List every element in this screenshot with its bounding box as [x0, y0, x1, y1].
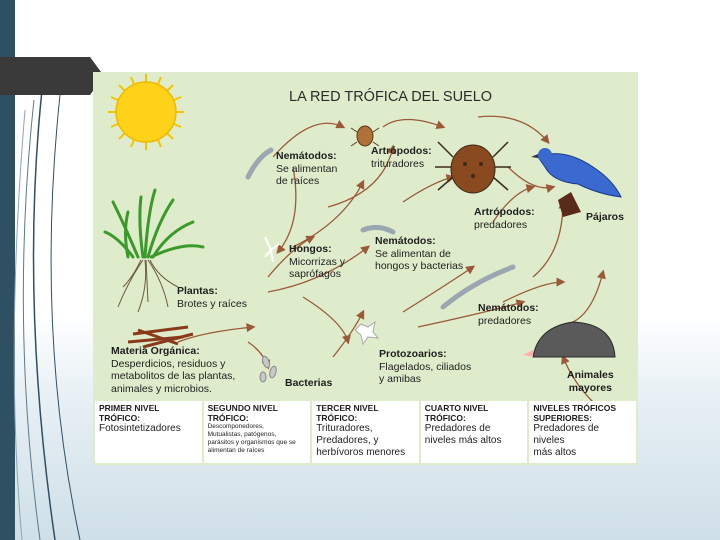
trophic-level-1 — [95, 401, 202, 463]
mole-icon — [523, 322, 615, 357]
arthropod-predator-icon — [435, 142, 511, 193]
label-protozoa — [379, 348, 471, 386]
fungus-icon — [265, 237, 279, 262]
label-organic-matter — [111, 345, 235, 395]
bacteria-icon — [260, 355, 277, 382]
label-title: Animales mayores — [567, 369, 614, 394]
label-nematodes-fungal-bacterial-feeders — [375, 235, 463, 273]
label-text: predadores — [474, 218, 528, 231]
trophic-level-4 — [421, 401, 528, 463]
trophic-level-description: Descomponedores, Mutualistas, patógenos, parásitos y organismos que se alimentan de raíces — [207, 423, 296, 454]
label-title: Plantas: — [177, 285, 218, 297]
label-title: Artrópodos: — [371, 145, 432, 157]
arthropod-shredder-icon — [351, 126, 379, 146]
label-birds — [586, 211, 624, 224]
trophic-level-description: Predadores de niveles más altos — [533, 423, 599, 458]
trophic-level-description: Predadores de niveles más altos — [424, 423, 502, 446]
trophic-level-heading: SEGUNDO NIVEL TRÓFICO: — [207, 403, 278, 423]
trophic-levels-table — [95, 401, 636, 463]
nematode-icon — [248, 150, 271, 177]
label-text: predadores — [478, 314, 532, 327]
label-arthropods-predators — [474, 206, 535, 231]
trophic-level-heading: TERCER NIVEL TRÓFICO: — [316, 403, 379, 423]
label-text: Se alimentan de raíces — [276, 162, 338, 187]
label-nematodes-predators — [478, 302, 539, 327]
bird-icon — [531, 148, 621, 217]
soil-food-web-figure — [93, 72, 638, 465]
trophic-level-heading: NIVELES TRÓFICOS SUPERIORES: — [533, 403, 617, 423]
label-bacteria — [285, 377, 332, 390]
label-arthropods-shredders — [371, 145, 432, 170]
label-title: Artrópodos: — [474, 206, 535, 218]
diagram-title: LA RED TRÓFICA DEL SUELO — [289, 89, 493, 105]
label-fungi — [289, 243, 345, 281]
label-plants — [177, 285, 247, 310]
label-title: Bacterias — [285, 377, 333, 389]
trophic-level-2 — [204, 401, 311, 463]
label-text: Brotes y raíces — [177, 297, 248, 310]
label-title: Hongos: — [289, 243, 332, 255]
label-title: Pájaros — [586, 211, 624, 223]
nematode-icon — [363, 227, 393, 232]
label-text: Se alimentan de hongos y bacterias — [375, 247, 464, 272]
label-title: Nemátodos: — [276, 150, 337, 162]
label-text: Micorrizas y saprófagos — [289, 255, 346, 280]
label-title: Materia Orgánica: — [111, 345, 200, 357]
label-larger-animals — [567, 369, 614, 394]
trophic-level-heading: CUARTO NIVEL TRÓFICO: — [424, 403, 489, 423]
label-title: Nemátodos: — [478, 302, 539, 314]
trophic-level-3 — [312, 401, 419, 463]
slide-title-tab — [0, 57, 90, 95]
label-title: Nemátodos: — [375, 235, 436, 247]
label-text: Flagelados, ciliados y amibas — [379, 360, 472, 385]
trophic-level-description: Trituradores, Predadores, y herbívoros menores — [316, 423, 406, 458]
trophic-level-heading: PRIMER NIVEL TRÓFICO: — [99, 403, 160, 423]
organic-matter-icon — [128, 327, 193, 347]
trophic-level-description: Fotosintetizadores — [99, 423, 181, 434]
label-nematodes-root-feeders — [276, 150, 337, 188]
protozoa-icon — [355, 322, 378, 344]
label-title: Protozoarios: — [379, 348, 447, 360]
nematode-icon — [443, 267, 513, 307]
label-text: trituradores — [371, 157, 425, 170]
sun-icon — [108, 74, 184, 150]
trophic-level-5 — [529, 401, 636, 463]
label-text: Desperdicios, residuos y metabolitos de las plantas, animales y microbios. — [111, 357, 236, 395]
